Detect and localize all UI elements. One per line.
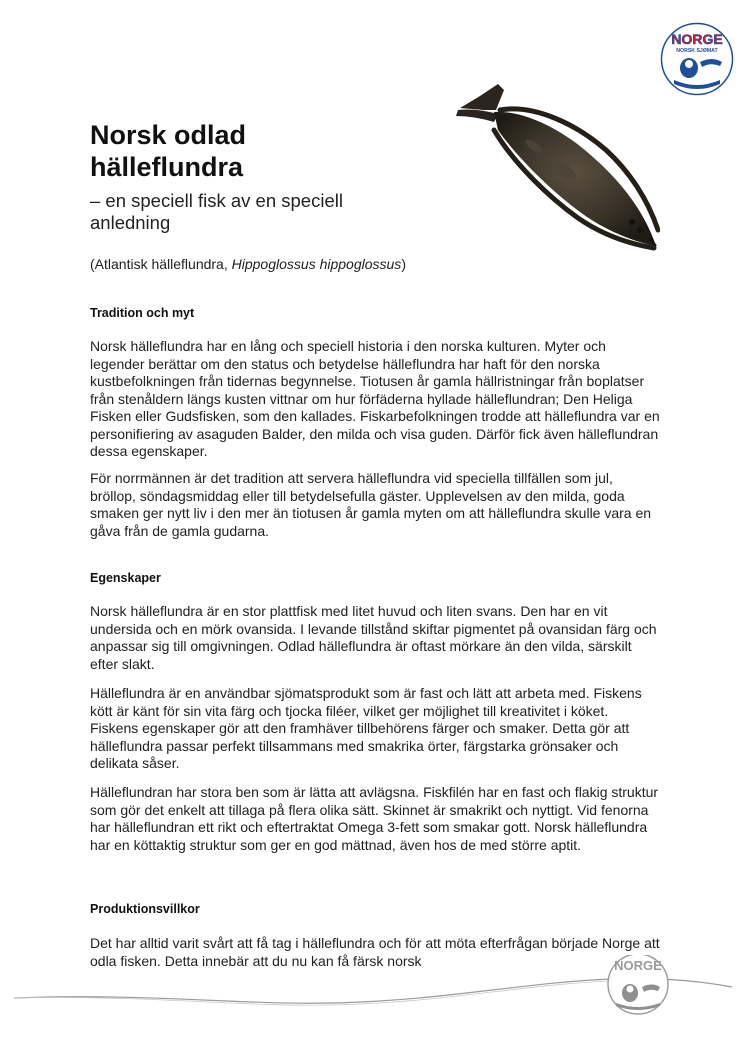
footer-logo-word: NORGE [614,958,662,973]
page-subtitle: – en speciell fisk av en speciell anledning [90,190,343,233]
heading-produktion: Produktionsvillkor [90,902,200,916]
footer-decoration [0,955,746,1056]
latin-prefix: (Atlantisk hälleflundra, [90,256,232,272]
page-title [90,119,420,183]
paragraph-egenskaper-1: Norsk hälleflundra är en stor plattfisk med litet huvud och liten svans. Den har en vit undersida och en mörk ovansida. I levande tillstånd skiftar pigmentet på ovansidan färg och anpassar sig till omgivningen. Odlad hälleflundra är oftast mörkare än den vilda, särskilt efter slakt. [90,603,657,672]
paragraph-egenskaper-3: Hälleflundran har stora ben som är lätta att avlägsna. Fiskfilén har en fast och flakig struktur som gör det enkelt att tillaga på flera olika sätt. Skinnet är smakrikt och nyttigt. Vid fenorna har hälleflundran ett rikt och eftertraktat Omega 3-fett som smakar gott. Norsk hälleflundra har en köttaktig struktur som ger en god mättnad, även hos de med större aptit. [90,784,659,853]
logo-word: NORGE [671,31,723,47]
title-line-2: hälleflundra [90,152,244,182]
paragraph-tradition-2: För norrmännen är det tradition att servera hälleflundra vid speciella tillfällen som jul, bröllop, söndagsmiddag eller till betydelsefulla gäster. Upplevelsen av den milda, goda smaken ger nytt liv i den mer än tiotusen år gamla myten om att hälleflundra skulle vara en gåva från de gamla gudarna. [90,470,652,539]
latin-scientific-name: Hippoglossus hippoglossus [231,256,402,272]
paragraph-produktion-1: Det har alltid varit svårt att få tag i hälleflundra och för att möta efterfrågan började Norge att odla fisken. Detta innebär att du nu kan få färsk norsk [90,935,660,969]
latin-suffix: ) [401,256,406,272]
heading-egenskaper: Egenskaper [90,571,161,585]
footer-norge-logo [608,955,668,1014]
logo-tagline: NORSK SJØMAT [676,48,718,54]
latin-name-line [90,255,406,273]
paragraph-egenskaper-2: Hälleflundra är en användbar sjömatsprodukt som är fast och lätt att arbeta med. Fiskens kött är känt för sin vita färg och tjocka filéer, vilket ger möjlighet till kreativitet i köket. Fiskens egenskaper gör att den framhäver tillbehörens färger och smaker. Detta gör att hälleflundra passar perfekt tillsammans med smakrika örter, färgstarka grönsaker och delikata såser. [90,685,642,771]
heading-tradition: Tradition och myt [90,306,195,320]
halibut-image [454,80,660,252]
title-line-1: Norsk odlad [90,120,247,150]
paragraph-tradition-1: Norsk hälleflundra har en lång och speciell historia i den norska kulturen. Myter och legender berättar om den status och betydelse hälleflundra har haft för den norska kustbefolkningen från tidernas begynnelse. Tiotusen år gamla hällristningar från boplatser från stenåldern längs kusten vittnar om hur förfäderna hyllade hälleflundran; Den Heliga Fisken eller Gudsfisken, som den kallades. Fiskarbefolkningen trodde att hälleflundra var en personifiering av asaguden Balder, den milda och visa guden. Därför fick även hälleflundran dessa egenskaper. [90,338,660,459]
norge-seafood-logo [660,22,734,96]
